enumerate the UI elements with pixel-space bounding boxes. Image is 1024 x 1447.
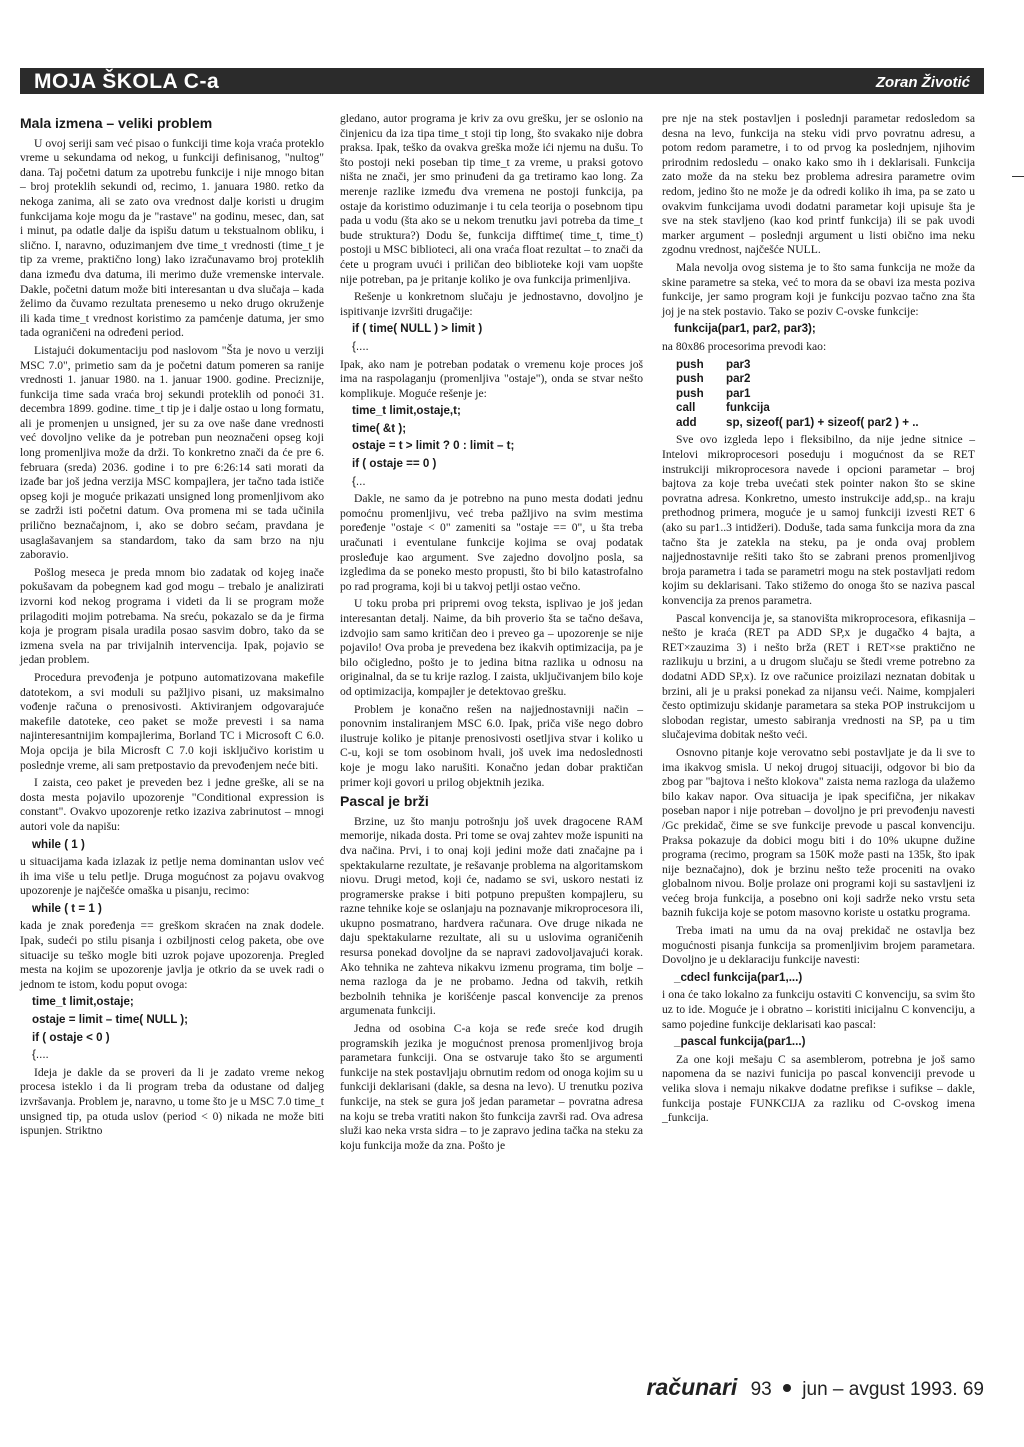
paragraph: Listajući dokumentaciju pod naslovom "Šta je novo u verziji MSC 7.0", primetio sam da je početni datum pomeren sa ranije vrednosti 1. januar 1980. na 1. januar 1900. godine. Preciznije, funkcija time sada vraća broj sekundi proteklih od ponoći 31. decembra 1899. godine. time_t tip je i dalje ostao u long formatu, ali je promenjen u unsigned, jer su za ove naše dane vrednosti već dovoljno velike da je potreban pun neoznačeni opseg koji long promenljiva može da drži. To konkretno znači da će pre 6. februara (sreda) 2036. godine i to pre 6:26:14 sati morati da izađe bar još jedna verzija MSC kompajlera, jer tačno tada ističe opseg koji je moguće prikazati unsigned long promenljivom ako se zadrži isti početni datum. Ova promena mi se tada učinila prilično beznačajnom, i, ako se dobro sećam, pravdana je usaglašavanjem sa standardom, tako da sam brzo na nju zaboravio. xyxy=(20,343,324,562)
code-line: _pascal funkcija(par1...) xyxy=(674,1035,806,1049)
code-line: funkcija(par1, par2, par3); xyxy=(674,322,816,336)
section-title: MOJA ŠKOLA C-a xyxy=(34,70,220,93)
asm-operand: par2 xyxy=(726,372,751,386)
paragraph: u situacijama kada izlazak iz petlje nema dominantan uslov već ih ima više u telu petlje. Druga mogućnost za pojavu ovakvog upozorenje je najčešće omaška u pisanju, recimo: xyxy=(20,855,324,898)
paragraph: Mala nevolja ovog sistema je to što sama funkcija ne može da skine parametre sa steka, već to mora da se obavi iza mesta poziva funkcije, jer samo program koji je funkciju pozvao tačno zna šta joj je na stek postavio. Tako se poziv C-ovske funkcije: xyxy=(662,260,975,318)
author-name: Zoran Životić xyxy=(875,74,970,91)
page-number: 69 xyxy=(962,1379,984,1400)
paragraph: U toku proba pri pripremi ovog teksta, isplivao je još jedan interesantan detalj. Naime, da bih proverio šta se tačno dešava, izdvojio sam samo kritičan deo i preveo ga – upozorenje se nije pojavilo! Ova proba je prevedena bez ikakvih optimizacija, pa je bilo očigledno, pošto je to jedina bitna razlika u odnosu na originalnal, da se tu krije razlog. I zaista, uključivanjem bilo koje od optimizacija, kompajler je detektovao grešku. xyxy=(340,597,643,698)
code-line: {... xyxy=(352,474,366,488)
code-line: if ( time( NULL ) > limit ) xyxy=(352,322,483,336)
paragraph: Brzine, uz što manju potrošnju još uvek dragocene RAM memorije, nikada dosta. Pri tome se ovaj zahtev može ispuniti na dva načina. Prvi, i to onaj koji jedini može dati značajne pa i spektakularne rezultate, je rešavanje problema na algoritamskom niovu. Drugi metod, koji će, nadamo se svi, uskoro nestati iz programerske prakse i biti potpuno prepušten kompajleru, su razne tehnike koje se oslanjaju na poznavanje mikroprocesora ili, ukupno posmatrano, hardvera računara. Ove druge nikada ne daju spektakularne rezultate, ali su u uslovima ograničenih resursa ponekad dovoljne da se napravi zadovoljavajući korak. Ako tehnika ne zahteva nikakvu izmenu programa, tim bolje – nema razloga da je ne probamo. Jedna od takvih, retkih bezbolnih tehnika je korišćenje pascal konvencije za prenos argumenata funkciji. xyxy=(340,814,643,1018)
asm-opcode: push xyxy=(676,357,704,371)
issue-date: jun – avgust 1993. xyxy=(802,1379,958,1400)
code-line: time_t limit,ostaje; xyxy=(32,995,134,1009)
paragraph: gledano, autor programa je kriv za ovu grešku, jer se oslonio na činjenicu da iza tipa time_t stoji tip long, što svakako nije dobra praksa. Ipak, teško da ovakva greška može ići njemu na dušu. To što postoji neki poseban tip time_t za vreme, u praksi gotovo ništa ne znači, jer smo prinuđeni da ga tretiramo kao long. Za merenje razlike između dva vremena ne postoji funkcija, pa ostaje da koristimo oduzimanje i tu cela teorija o posebnom tipu pada u vodu (šta ako se u nekom trenutku javi potreba da time_t bude struktura?) Dodu še, funkcija difftime( time_t, time_t) postoji u MSC biblioteci, ali ona vraća float rezultat – to znači da ćete u program uvući i priličan deo biblioteke koji vam uopšte nije potreban, pa je pritanje koliko je ova funkcija primenljiva. xyxy=(340,112,643,286)
bullet-icon xyxy=(783,1384,791,1392)
paragraph: Procedura prevođenja je potpuno automatizovana makefile datotekom, a svi moduli su pažljivo pisani, uz maksimalno vođenje računa o prenosivosti. Aktiviranjem odgovarajuće makefile datoteke, ceo paket se može prevesti i sa nama najinteresantnijim kompajlerima, Borland TC i Microsoft C 6.0. Moja opcija je bila Microsft C 7.0 koji isključivo koristim u poslednje vreme, ali sam pretpostavio da prevođenjem neće biti. xyxy=(20,670,324,772)
paragraph: U ovoj seriji sam već pisao o funkciji time koja vraća proteklo vreme u sekundama od nekog, u funkciji definisanog, "nultog" dana. Taj početni datum za upotrebu funkcije i nije mnogo bitan – broj proteklih sekundi od, recimo, 1. januara 1980. retko da nekoga zanima, ali se zato ova vrednost dalje koristi u drugim funkcijama koje mogu da je "rastave" na godinu, mesec, dan, sat i minut, pa odatle dalje da ispišu datum u tekstualnom obliku, i slično. I, naravno, oduzimanjem dve time_t vrednosti (time_t je tip za vreme, praktično long) lako izračunavamo broj proteklih dana između dva datuma, ili merimo duže vremenske intervale. Dakle, početni datum može biti interesantan u dva slučaja – kada želimo da čuvamo rezultata prenesemo u neko drugo okruženje ili kada time_t vrednost koristimo za pamćenje datuma, jer smo tada ograničeni na određeni period. xyxy=(20,136,324,340)
column-2 xyxy=(340,112,643,1156)
code-line: while ( t = 1 ) xyxy=(32,901,102,915)
asm-opcode: push xyxy=(676,386,704,400)
code-line: {.... xyxy=(352,339,369,353)
magazine-name: računari xyxy=(646,1374,738,1400)
asm-operand: par1 xyxy=(726,386,751,400)
paragraph: Treba imati na umu da na ovaj prekidač ne ostavlja bez mogućnosti pisanja funkcija sa promenljivim brojem parametara. Dovoljno je u deklaraciju funkcije navesti: xyxy=(662,924,975,967)
asm-opcode: add xyxy=(676,415,697,429)
paragraph: kada je znak poređenja == greškom skraćen na znak dodele. Ipak, sudeći po stilu pisanja i ozbiljnosti celog paketa, obe ove situacije su teško mogle biti uzrok pojave upozorenja. Pregled mesta na kojim se upozorenje javlja je otkrio da se uvek radi o jednom te istom, kodu poput ovoga: xyxy=(20,919,324,991)
code-line: _cdecl funkcija(par1,...) xyxy=(674,970,803,984)
paragraph: na 80x86 procesorima prevodi kao: xyxy=(662,339,827,353)
paragraph: Pošlog meseca je preda mnom bio zadatak od kojeg inače pokušavam da pobegnem kad god mogu – trebalo je analizirati izvorni kod nekog programa i videti da li se program može prilagoditi mojim potrebama. Na sreću, pokazalo se da je firma koja je program pisala uradila posao sasvim dobro, tako da se izmena svela na par trivijalnih intervencija. Ipak, pojavio se jedan problem. xyxy=(20,565,324,667)
paragraph: Sve ovo izgleda lepo i fleksibilno, da nije jedne sitnice – Intelovi mikroprocesori poseduju i mogućnost da se RET instrukciji mikroprocesora navede i opcioni parametar – broj bajtova za koje treba uvećati stek pointer nakon što se skine povratna adresa. Konkretno, umesto instrukcije add,sp.. na kraju prethodnog primera, moguće je u samoj funkciji izvesti RET 6 (ako su par1..3 intidžeri). Doduše, tada sama funkcija mora da zna tačno šta je zatekla na steku, pa je onda ovaj problem najjednostavnije rešiti tako što se zabrani prenos promenljivog broja parametra i tada se parametri mogu na stek postavljati redom kojim su deklarisani. Tako stižemo do onoga što se naziva pascal konvencija za prenos parametra. xyxy=(662,433,975,607)
code-line: ostaje = limit – time( NULL ); xyxy=(32,1013,189,1027)
paragraph: i ona će tako lokalno za funkciju ostaviti C konvenciju, sa svim što uz to ide. Moguće je i obratno – koristiti inicijalnu C konvenciju, a samo pojedine funkcije deklarisati kao pascal: xyxy=(662,988,975,1031)
section-banner xyxy=(20,68,984,94)
paragraph: Dakle, ne samo da je potrebno na puno mesta dodati jednu pomoćnu promenljivu, već treba pažljivo na svim mestima poređenje "ostaje < 0" zameniti sa "ostaje == 0", u šta treba uračunati i eventulane funkcije kojima se ovaj podatak prosleđuje kao argument. Sve zajedno dovoljno posla, sa izgledima da se poneko mesto propusti, što bi bilo katastrofalno po rad programa, koji bi u takvoj petlji ostao večno. xyxy=(340,492,643,593)
section-heading: Pascal je brži xyxy=(340,793,429,810)
paragraph: Pascal konvencija je, sa stanovišta mikroprocesora, efikasnija – nešto je kraća (RET pa ADD SP,x je dugačko 4 bajta, a RET×zauzima 3) i nešto brža (RET i RET×se praktično ne razlikuju u brzini, a u drugom slučaju se štedi vreme potrebno za dodatni ADD SP,x). Iz ove računice proizilazi neznatan dobitak u brzini, ali je u praksi ponekad za nijansu veći. Naime, kompjaleri često optimizuju skidanje parametara sa steka POP instrukcijom u slobodan registar, umesto sabiranja vrednosti na SP, pa u tim slučajevima dobitak nešto veći. xyxy=(662,611,975,742)
asm-opcode: call xyxy=(676,401,696,415)
code-line: while ( 1 ) xyxy=(32,837,85,851)
issue-number: 93 xyxy=(750,1379,772,1400)
column-1 xyxy=(20,112,324,1142)
asm-operand: sp, sizeof( par1) + sizeof( par2 ) + .. xyxy=(726,415,919,429)
code-line: time( &t ); xyxy=(352,421,407,435)
asm-operand: funkcija xyxy=(726,401,770,415)
paragraph: Rešenje u konkretnom slučaju je jednostavno, dovoljno je ispitivanje izvršiti drugačije: xyxy=(340,290,643,318)
code-line: if ( ostaje == 0 ) xyxy=(352,457,437,471)
paragraph: Ipak, ako nam je potreban podatak o vremenu koje proces još ima na raspolaganju (promenljiva "ostaje"), onda se stvar nešto komplikuje. Moguće rešenje je: xyxy=(340,357,643,400)
article-heading: Mala izmena – veliki problem xyxy=(20,115,213,131)
asm-operand: par3 xyxy=(726,357,751,371)
paragraph: Osnovno pitanje koje verovatno sebi postavljate je da li sve to ima ikakvog smisla. U nekoj drugoj situaciji, odgovor bi bio da zbog par "bajtova i nešto klokova" zaista nema razloga da ulažemo bilo kakav napor. Ova situacija je ipak specifična, jer nikakav poseban napor i nije potreban – dovoljno je pri prevođenju navesti /Gc prekidač, čime se sve funkcije prevode u pascal konvenciju. Praksa pokazuje da dobici mogu biti i do 10% ukupne dužine programa (recimo, program sa 150K može pasti na 135k, što ipak nije beznačajno), dok je brzinu nešto teže proceniti na ovako globalnom nivou. Bolje prolaze oni programi koji su sastavljeni iz većeg broja funkcija, a posebno oni koji sadrže neko vrstu seta baznih fukcija koje se potom masovno koriste u ostatku programa. xyxy=(662,745,975,920)
paragraph: pre nje na stek postavljen i poslednji parametar redosledom sa desna na levo, funkcija na steku vidi prvo povratnu adresu, a potom redom parametre, i to od prvog ka poslednjem, njihovim prirodnim redosledu – onako kako smo ih i deklarisali. Funkcija zato može da na steku bez problema adresira parametre ovim redom, jedino što ne može je da odredi koliko ih ima, pa se zato u ovakvim funkcijama uvodi dodatni parametar koji upisuje šta je sve na stek stavljeno (kao kod printf funkcija) ili se pak uvodi marker argument – poslednji argument u listi obično ima neku zgodnu vrednost, najčešće NULL. xyxy=(662,112,975,257)
paragraph: I zaista, ceo paket je preveden bez i jedne greške, ali se na dosta mesta pojavilo upozorenje "Conditional expression is constant". Ovakvo upozorenje retko izaziva zabrinutost – mnogi autori vole da napišu: xyxy=(20,776,324,833)
paragraph: Problem je konačno rešen na najjednostavniji način – ponovnim instaliranjem MSC 6.0. Ipak, priča više nego dobro ilustruje koliko je pitanje prenosivosti osetljiva stvar i koliko u C-u, koji se tom osobinom hvali, još uvek ima nedoslednosti koje je mogu lako narušiti. Konačno jedan dobar praktičan primer koji govori u prilog objektnih jezika. xyxy=(340,702,643,789)
paragraph: Za one koji mešaju C sa asemblerom, potrebna je još samo napomena da se nazivi funicija po pascal konvenciji prevode u velika slova i nemaju nikakve dodatne prefikse i sufikse – dakle, funkcija postaje FUNKCIJA za razliku od C-ovskog imena _funkcija. xyxy=(662,1052,975,1125)
code-line: ostaje = t > limit ? 0 : limit – t; xyxy=(352,439,515,453)
code-line: {.... xyxy=(32,1048,49,1062)
asm-opcode: push xyxy=(676,372,704,386)
asm-listing xyxy=(676,358,975,431)
page-footer xyxy=(647,1374,984,1401)
paragraph: Ideja je dakle da se proveri da li je zadato vreme nekog procesa isteklo i da li program treba da odustane od daljeg izvršavanja. Problem je, naravno, u tome što je u MSC 7.0 time_t unsigned tip, pa otuda uslov (period < 0) nikada ne može biti ispunjen. Striktno xyxy=(20,1065,324,1138)
code-line: time_t limit,ostaje,t; xyxy=(352,404,461,418)
column-3 xyxy=(662,112,975,1129)
crop-mark xyxy=(1012,176,1024,177)
code-line: if ( ostaje < 0 ) xyxy=(32,1030,110,1044)
paragraph: Jedna od osobina C-a koja se ređe sreće kod drugih programskih jezika je mogućnost prenosa promenljivog broja parametara funkciji. Ona se ostvaruje tako što se argumenti funkcije na stek postavljaju obrnutim redom od onoga kojim su u funkciji deklarisani (dakle, sa desna na levo). U trenutku poziva funkcije, na stek se gura još jedan parametar – povratna adresa na koju se treba vratiti nakon što funkcija završi rad. Ova adresa služi kao neka vrsta sidra – to je zapravo jedina tačka na steku za koju funkcija može da zna. Pošto je xyxy=(340,1022,643,1152)
